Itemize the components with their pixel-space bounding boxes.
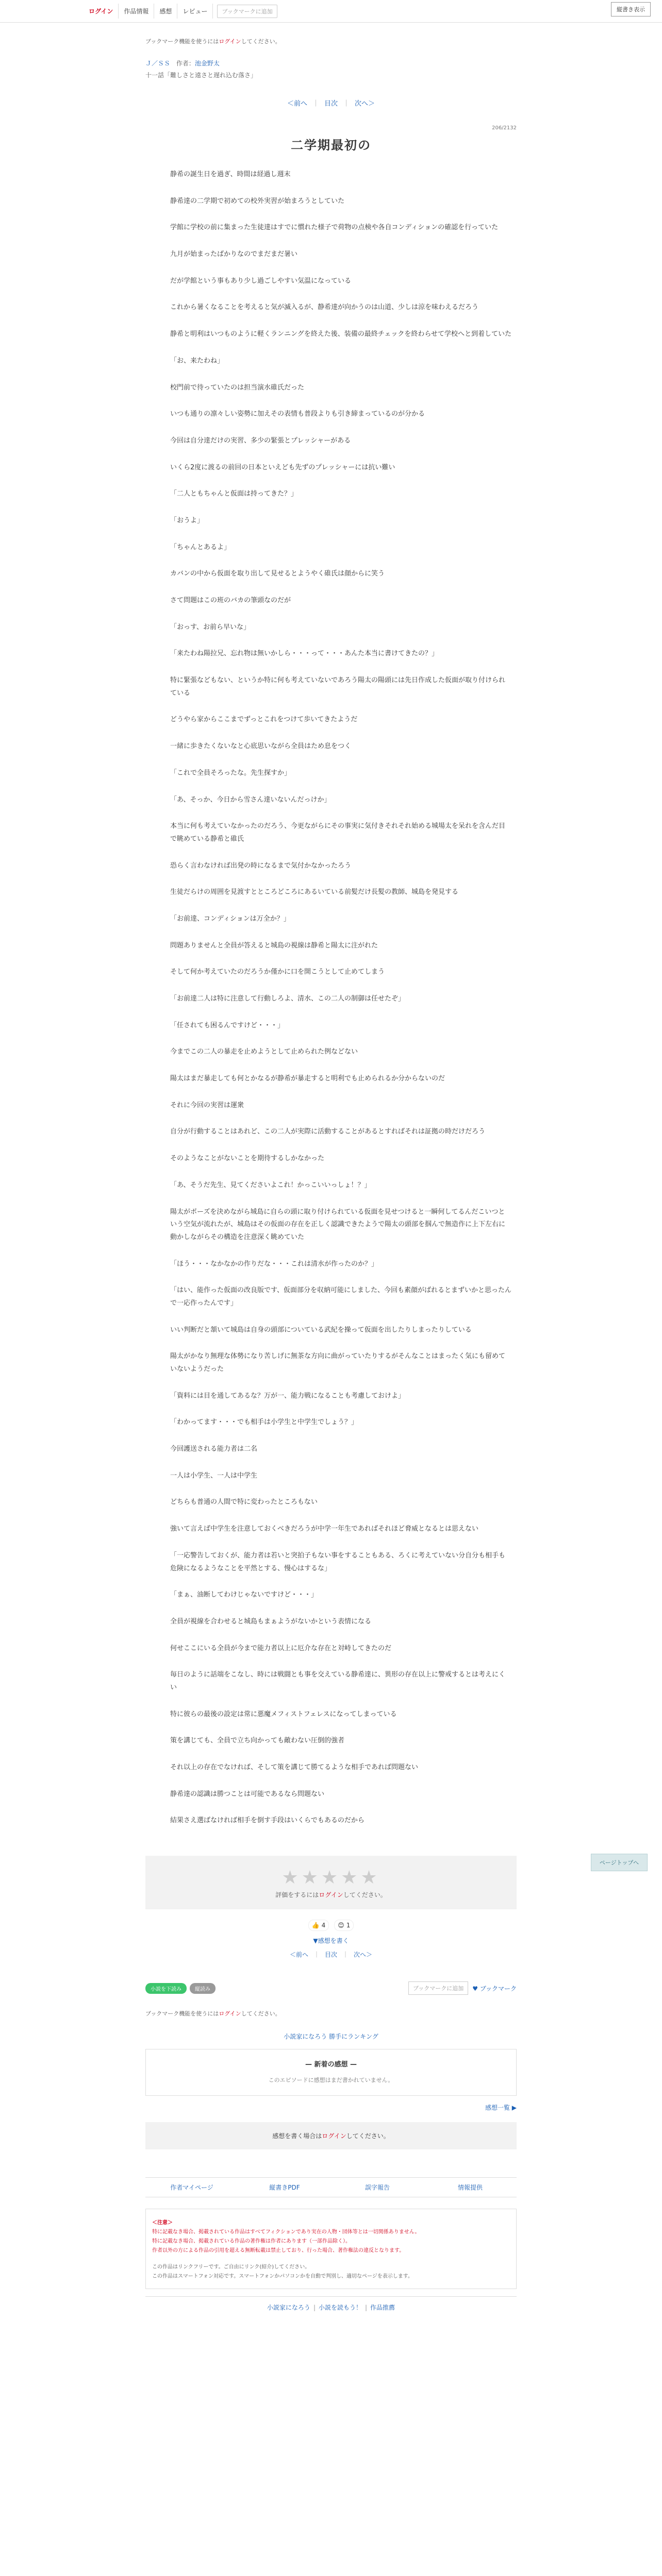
body-paragraph: いつも通りの凛々しい姿勢に加えその表情も普段よりも引き締まっているのが分かる <box>170 410 425 418</box>
yomou-link[interactable]: 小説を読もう！ <box>318 2304 362 2312</box>
body-paragraph: 「資料には目を通してあるな？万が一、能力戦になることも考慮しておけよ」 <box>170 1392 405 1400</box>
body-paragraph: 結果さえ選ばなければ相手を倒す手段はいくらでもあるのだから <box>170 1817 365 1825</box>
reaction-count: 4 <box>321 1922 326 1929</box>
body-paragraph: 一人は小学生、一人は中学生 <box>170 1471 258 1480</box>
pager-sep: ｜ <box>342 1951 349 1959</box>
vertical-pdf-link[interactable]: 縦書きPDF <box>269 2184 300 2192</box>
next-link[interactable]: 次へ＞ <box>354 1951 373 1959</box>
body-paragraph: 「ほう・・・なかなかの作りだな・・・これは清水が作ったのか？」 <box>170 1260 378 1268</box>
body-paragraph: それに今回の実習は運衆 <box>170 1101 244 1109</box>
pager-sep: ｜ <box>313 1951 320 1959</box>
top-header <box>0 0 662 23</box>
tool-bar <box>145 1981 517 1995</box>
body-paragraph: 「来たわね陽拉兄、忘れ物は無いかしら・・・って・・・あんた本当に書けてきたの？」 <box>170 650 439 658</box>
pager-sep: ｜ <box>312 100 319 108</box>
body-paragraph: 特に彼らの最後の設定は常に悪魔メフィストフェレスになってしまっている <box>170 1710 397 1718</box>
ranking-link[interactable]: 小説家になろう 勝手にランキング <box>284 2033 378 2041</box>
body-paragraph: 今回護送される能力者は二名 <box>170 1445 258 1453</box>
rating-login-link[interactable]: ログイン <box>319 1891 343 1899</box>
notice-text: ブックマーク機能を使うには <box>145 38 219 45</box>
body-paragraph: 全員が視線を合わせると城島もまぁようがないかという表情になる <box>170 1617 372 1625</box>
body-paragraph: 陽太がポーズを決めながら城島に自らの頭に取り付けられている仮面を見せつけると一瞬何してるんだこいつという空気が流れたが、城島はその仮面の存在を正しく認識できたようで陽太の頭部を掴んで無造作に上下左右に動かしながらその構造を注意深く眺めていた <box>170 1208 506 1241</box>
no-reviews-text: このエピソードに感想はまだ書かれていません。 <box>268 2077 394 2084</box>
rating-stars[interactable]: ★★★★★ <box>282 1867 380 1889</box>
new-reviews-box <box>145 2049 517 2096</box>
body-paragraph: 「ちゃんとあるよ」 <box>170 543 231 551</box>
body-paragraph: 今までこの二人の暴走を止めようとして止められた例などない <box>170 1048 358 1056</box>
nav-impressions[interactable]: 感想 <box>154 4 177 19</box>
main-content <box>145 37 517 2312</box>
smile-icon: 😊 <box>338 1922 344 1929</box>
thumbs-up-icon: 👍 <box>311 1922 320 1929</box>
page-number: 206/2132 <box>492 125 517 131</box>
author-label: 作者： <box>176 60 195 67</box>
page-top-button[interactable]: ページトップへ <box>591 1854 648 1871</box>
notice-text: ブックマーク機能を使うには <box>145 2010 219 2018</box>
notice-text-suffix: してください。 <box>241 2010 281 2018</box>
body-paragraph: 静希と明利はいつものように軽くランニングを終えた後、装備の最終チェックを終わらせて学校へと到着していた <box>170 330 511 338</box>
body-paragraph: これから暑くなることを考えると気が滅入るが、静希達が向かうのは山道、少しは涼を味わえるだろう <box>170 303 479 312</box>
series-info <box>145 59 517 67</box>
review-login-prefix: 感想を書く場合は <box>272 2132 322 2140</box>
body-paragraph: いくら2度に渡るの前回の日本といえども先ずのプレッシャーには抗い難い <box>170 463 395 471</box>
nav-login[interactable]: ログイン <box>84 4 119 19</box>
body-paragraph: 静希達の認識は勝つことは可能であるなら問題ない <box>170 1790 325 1798</box>
bookmark-add-button-bottom[interactable]: ブックマークに追加 <box>408 1981 468 1995</box>
rating-note-prefix: 評価をするには <box>275 1891 319 1899</box>
body-paragraph: 「おっす、お前ら早いな」 <box>170 623 250 631</box>
body-paragraph: 「お、来たわね」 <box>170 357 224 365</box>
body-paragraph: 陽太がかなり無理な体勢になり苦しげに無茶な方向に曲がっていたりするがそんなことはまったく気にも留めていないようだった <box>170 1352 506 1373</box>
reactions <box>145 1920 517 1931</box>
attention-note-line: この作品はスマートフォン対応です。スマートフォンかパソコンかを自動で判別し、適切なページを表示します。 <box>152 2274 413 2280</box>
body-paragraph: 「はい、能作った仮面の改良版です、仮面部分を収納可能にしました、今回も素顔がばれるとまずいかと思ったんで一応作ったんです」 <box>170 1286 511 1307</box>
nav-sep: | <box>365 2304 368 2312</box>
series-title-link[interactable]: Ｊ／ＳＳ <box>145 60 171 67</box>
body-paragraph: 生徒だらけの周囲を見渡すとところどころにあるいている前髪だけ長髪の教師、城島を発見する <box>170 888 459 896</box>
vertical-view-button[interactable]: 縦書き表示 <box>611 2 651 16</box>
toc-link[interactable]: 目次 <box>324 1951 337 1959</box>
attention-heading: ＜注意＞ <box>152 2220 173 2226</box>
toc-link[interactable]: 目次 <box>324 100 338 108</box>
nav-reviews[interactable]: レビュー <box>177 4 213 19</box>
body-paragraph: 今回は自分達だけの実習、多少の緊張とプレッシャーがある <box>170 436 351 445</box>
rating-box <box>145 1856 517 1909</box>
reaction-smile[interactable] <box>334 1920 354 1931</box>
footer-links <box>145 2177 517 2197</box>
body-paragraph: どうやら家からここまでずっとこれをつけて歩いてきたようだ <box>170 716 358 724</box>
body-paragraph: 何せここにいる全員が今まで能力者以上に厄介な存在と対峙してきたのだ <box>170 1644 392 1652</box>
body-paragraph: 「お前達、コンディションは万全か？」 <box>170 914 290 923</box>
login-notice-bottom <box>145 2009 517 2018</box>
reaction-count: 1 <box>346 1922 351 1929</box>
pager-top <box>145 98 517 108</box>
info-provide-link[interactable]: 情報提供 <box>457 2184 483 2192</box>
review-login-suffix: してください。 <box>346 2132 390 2140</box>
notice-login-link[interactable]: ログイン <box>219 2010 241 2018</box>
notice-login-link[interactable]: ログイン <box>219 38 241 45</box>
body-paragraph: いい判断だと頷いて城島は自身の頭部についている武紀を操って仮面を出したりしまったりしている <box>170 1326 472 1334</box>
body-paragraph: 「おうよ」 <box>170 516 204 524</box>
chapter-subtitle: 十一話「難しさと遠さと遅れ込む落さ」 <box>145 72 257 79</box>
body-paragraph: 「お前達二人は特に注意して行動しろよ、清水、この二人の制御は任せたぞ」 <box>170 995 405 1003</box>
body-paragraph: 「まぁ、油断してわけじゃないですけど・・・」 <box>170 1591 318 1599</box>
rating-note <box>145 1890 517 1899</box>
body-paragraph: どちらも普通の人間で特に変わったところもない <box>170 1498 318 1506</box>
body-paragraph: 自分が行動することはあれど、この二人が実際に活動することがあるとすればそれは証拠の時だけだろう <box>170 1128 486 1136</box>
vertical-pill[interactable]: 縦読み <box>190 1983 216 1994</box>
prev-link[interactable]: ＜前へ <box>287 100 307 108</box>
body-paragraph: 問題ありませんと全員が答えると城島の視線は静希と陽太に注がれた <box>170 941 378 950</box>
body-paragraph: そして何か考えていたのだろうか僅かに口を開こうとして止めてしまう <box>170 968 385 976</box>
body-paragraph: そのようなことがないことを期待するしかなかった <box>170 1155 325 1163</box>
new-reviews-heading: — 新着の感想 — <box>305 2061 357 2069</box>
body-paragraph: 一緒に歩きたくないなと心底思いながら全員はため息をつく <box>170 742 352 751</box>
body-paragraph: だが学館という事もあり少し過ごしやすい気温になっている <box>170 277 352 285</box>
body-paragraph: 「二人ともちゃんと仮面は持ってきた？」 <box>170 490 298 498</box>
body-paragraph: 静希の誕生日を過ぎ、時間は経過し週末 <box>170 171 291 178</box>
review-login-box <box>145 2122 517 2149</box>
attention-line: 特に記載なき場合、掲載されている作品の著作権は作者にあります（一部作品除く）。 <box>152 2239 351 2245</box>
body-paragraph: カバンの中から仮面を取り出して見せるとようやく碓氏は顔からに笑う <box>170 570 385 578</box>
login-notice <box>145 37 517 45</box>
site-home-link[interactable]: 小説家になろう <box>267 2304 310 2312</box>
bookmark-add-button[interactable]: ブックマークに追加 <box>217 5 277 18</box>
read-mode-pill[interactable]: 小説を下読み <box>145 1983 187 1994</box>
recommend-link[interactable]: 作品推薦 <box>370 2304 395 2312</box>
typo-report-link[interactable]: 誤字報告 <box>365 2184 390 2192</box>
prev-link[interactable]: ＜前へ <box>289 1951 308 1959</box>
body-paragraph: 「あ、そっか、今日から雪さん達いないんだっけか」 <box>170 795 331 804</box>
body-paragraph: 校門前で待っていたのは担当演水碓氏だった <box>170 383 305 392</box>
pager-sep: ｜ <box>343 100 350 108</box>
bookmark-link[interactable]: ♥ ブックマーク <box>472 1985 517 1992</box>
rating-note-suffix: してください。 <box>343 1891 387 1899</box>
nav-work-info[interactable]: 作品情報 <box>119 4 154 19</box>
body-paragraph: 九月が始まったばかりなのでまだまだ暑い <box>170 250 298 259</box>
body-paragraph: 特に緊張などもない、というか特に何も考えていないであろう陽太の陽頭には先日作成した仮面が取り付けられている <box>170 676 506 697</box>
chapter-title: 二学期最初の <box>291 138 371 152</box>
attention-note <box>152 2263 510 2281</box>
body-paragraph: 「わかってます・・・でも相手は小学生と中学生でしょう？」 <box>170 1418 358 1427</box>
pager-bottom <box>145 1950 517 1959</box>
body-paragraph: 「あ、そうだ先生、見てくださいよこれ！かっこいいっしょ！？」 <box>170 1181 371 1189</box>
review-login-link[interactable]: ログイン <box>322 2132 346 2140</box>
body-paragraph: 「一応警告しておくが、能力者は若いと突拍子もない事をすることもある、ろくに考えていない分自分も相手も危険になるようなことを平然とする、慢心はするな」 <box>170 1551 506 1572</box>
body-paragraph: 恐らく言わなければ出発の時になるまで気付かなかったろう <box>170 861 352 870</box>
body-paragraph: 毎日のように話端をこなし、時には戦闘とも事を交えている静希達に、異形の存在以上に警戒するとは考えにくい <box>170 1671 506 1691</box>
body-paragraph: 学館に学校の前に集まった生徒達はすでに慣れた様子で荷物の点検や各自コンディションの確認を行っていた <box>170 224 499 232</box>
author-mypage-link[interactable]: 作者マイページ <box>170 2184 213 2192</box>
body-paragraph: 「これで全員そろったな。先生探すか」 <box>170 769 291 777</box>
reviews-list-link[interactable]: 感想一覧 ▶ <box>485 2104 517 2112</box>
next-link[interactable]: 次へ＞ <box>355 100 375 108</box>
body-paragraph: 策を講じても、全員で立ち向かっても敵わない圧倒的強者 <box>170 1737 345 1745</box>
novel-body <box>145 168 517 1827</box>
body-paragraph: 「任されても困るんですけど・・・」 <box>170 1021 285 1029</box>
body-paragraph: さて問題はこの班のバカの筆頭なのだが <box>170 597 291 604</box>
attention-line: 作者以外の方による作品の引用を超える無断転載は禁止しており、行った場合、著作権法の違反となります。 <box>152 2248 405 2254</box>
attention-line: 特に記載なき場合、掲載されている作品はすべてフィクションであり実在の人物・団体等とは一切関係ありません。 <box>152 2229 420 2235</box>
body-paragraph: それ以上の存在でなければ、そして策を講じて勝てるような相手であれば問題ない <box>170 1764 419 1771</box>
nav-sep: | <box>313 2304 316 2312</box>
attention-box <box>145 2209 517 2289</box>
bottom-nav <box>145 2296 517 2312</box>
body-paragraph: 静希達の二学期で初めての校外実習が始まろうとしていた <box>170 197 345 205</box>
body-paragraph: 強いて言えば中学生を注意しておくべきだろうが中学一年生であればそれほど脅威となるとは思えない <box>170 1525 479 1533</box>
body-paragraph: 陽太はまだ暴走しても何とかなるが静希が暴走すると明利でも止められるか分からないのだ <box>170 1075 445 1083</box>
write-review-link[interactable]: ▼感想を書く <box>313 1937 349 1945</box>
author-link[interactable]: 池金野太 <box>194 60 220 67</box>
attention-note-line: この作品はリンクフリーです。ご自由にリンク(紹介)してください。 <box>152 2264 310 2270</box>
reaction-thumbs-up[interactable] <box>308 1920 329 1931</box>
body-paragraph: 本当に何も考えていなかったのだろう、今更ながらにその事実に気付きそれそれ始める城場太を呆れを含んだ目で眺めている静希と碓氏 <box>170 822 506 843</box>
notice-text-suffix: してください。 <box>241 38 281 45</box>
